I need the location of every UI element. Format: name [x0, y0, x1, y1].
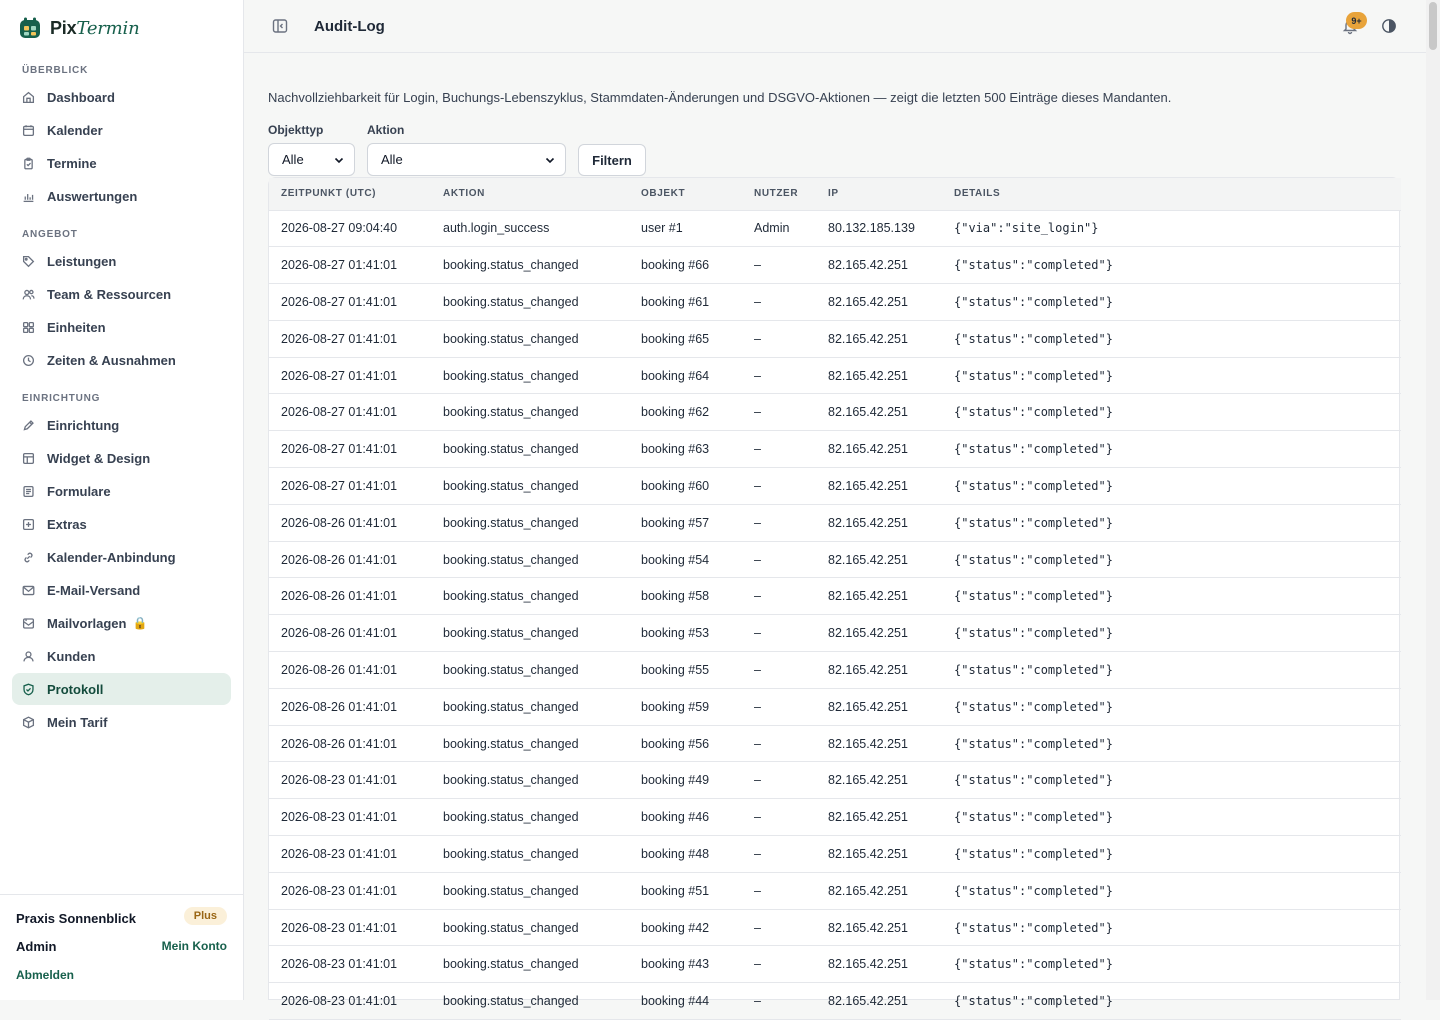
cell-timestamp: 2026-08-26 01:41:01 [269, 652, 431, 689]
sidebar-item-label: Formulare [47, 483, 111, 499]
action-value: Alle [381, 152, 403, 167]
cell-timestamp: 2026-08-23 01:41:01 [269, 836, 431, 873]
cell-action: booking.status_changed [431, 688, 629, 725]
cell-timestamp: 2026-08-27 09:04:40 [269, 210, 431, 247]
cell-ip: 82.165.42.251 [816, 799, 942, 836]
cell-ip: 82.165.42.251 [816, 394, 942, 431]
sidebar-item-label: Auswertungen [47, 188, 138, 204]
app-logo-icon [18, 16, 42, 40]
cell-user: – [742, 578, 816, 615]
sidebar-item-mein-tarif[interactable] [12, 706, 231, 738]
cell-object: booking #56 [629, 725, 742, 762]
cell-action: booking.status_changed [431, 578, 629, 615]
nav-section-title: ÜBERBLICK [22, 64, 89, 76]
cell-details: {"status":"completed"} [942, 836, 1401, 873]
sidebar-item-label: Dashboard [47, 89, 115, 105]
cell-ip: 82.165.42.251 [816, 725, 942, 762]
sidebar-item-mailvorlagen[interactable] [12, 607, 231, 639]
cell-action: booking.status_changed [431, 799, 629, 836]
column-header-timestamp: ZEITPUNKT (UTC) [269, 178, 431, 210]
cell-user: – [742, 247, 816, 284]
cell-timestamp: 2026-08-26 01:41:01 [269, 541, 431, 578]
filter-button[interactable]: Filtern [578, 144, 646, 176]
plan-badge: Plus [184, 907, 227, 925]
table-row [269, 541, 1401, 578]
cell-ip: 82.165.42.251 [816, 541, 942, 578]
cell-object: booking #49 [629, 762, 742, 799]
cell-object: booking #43 [629, 946, 742, 983]
cell-details: {"status":"completed"} [942, 725, 1401, 762]
sidebar-toggle-icon[interactable] [272, 18, 288, 34]
cell-details: {"status":"completed"} [942, 320, 1401, 357]
link-icon [22, 551, 35, 564]
cell-user: – [742, 357, 816, 394]
sidebar-item-label: Protokoll [47, 681, 104, 697]
sidebar-item-label: Kalender-Anbindung [47, 549, 176, 565]
cell-action: booking.status_changed [431, 431, 629, 468]
sidebar-item-kalender-anbindung[interactable] [12, 541, 231, 573]
sidebar-item-extras[interactable] [12, 508, 231, 540]
cell-action: booking.status_changed [431, 983, 629, 1020]
cell-user: Admin [742, 210, 816, 247]
cell-object: booking #66 [629, 247, 742, 284]
clipboard-icon [22, 157, 35, 170]
cell-user: – [742, 504, 816, 541]
cell-action: booking.status_changed [431, 946, 629, 983]
sidebar-item-kalender[interactable] [12, 114, 231, 146]
cell-action: booking.status_changed [431, 284, 629, 321]
sidebar-item-label: Leistungen [47, 253, 117, 269]
sidebar-item-e-mail-versand[interactable] [12, 574, 231, 606]
cell-details: {"status":"completed"} [942, 247, 1401, 284]
cell-ip: 82.165.42.251 [816, 909, 942, 946]
chevron-down-icon [334, 155, 344, 165]
cell-action: booking.status_changed [431, 541, 629, 578]
brand[interactable] [18, 16, 140, 40]
sidebar-item-einrichtung[interactable] [12, 409, 231, 441]
table-row [269, 836, 1401, 873]
table-row [269, 210, 1401, 247]
cell-user: – [742, 688, 816, 725]
cell-action: booking.status_changed [431, 762, 629, 799]
cell-object: user #1 [629, 210, 742, 247]
column-header-ip: IP [816, 178, 942, 210]
page-title: Audit-Log [314, 18, 385, 35]
cell-user: – [742, 872, 816, 909]
cell-details: {"status":"completed"} [942, 983, 1401, 1020]
cell-ip: 82.165.42.251 [816, 872, 942, 909]
table-row [269, 578, 1401, 615]
action-select[interactable] [367, 143, 566, 176]
cell-object: booking #46 [629, 799, 742, 836]
cell-object: booking #63 [629, 431, 742, 468]
table-row [269, 394, 1401, 431]
cell-timestamp: 2026-08-23 01:41:01 [269, 872, 431, 909]
sidebar-item-widget-und-design[interactable] [12, 442, 231, 474]
intro-text: Nachvollziehbarkeit für Login, Buchungs-Lebenszyklus, Stammdaten-Änderungen und DSGVO-Aktionen — zeigt die letzten 500 Einträge dieses Mandanten. [268, 90, 1172, 105]
table-row [269, 615, 1401, 652]
mail-icon [22, 584, 35, 597]
table-row [269, 983, 1401, 1020]
sidebar-item-label: Kunden [47, 648, 96, 664]
cell-details: {"status":"completed"} [942, 946, 1401, 983]
cell-user: – [742, 615, 816, 652]
brand-name: PixTermin [50, 17, 140, 39]
table-body [269, 210, 1401, 1020]
page-scrollbar[interactable] [1426, 0, 1440, 1000]
cell-details: {"status":"completed"} [942, 357, 1401, 394]
cell-ip: 82.165.42.251 [816, 578, 942, 615]
cell-user: – [742, 799, 816, 836]
cell-timestamp: 2026-08-26 01:41:01 [269, 725, 431, 762]
sidebar-nav [12, 56, 231, 739]
cell-object: booking #48 [629, 836, 742, 873]
cell-timestamp: 2026-08-26 01:41:01 [269, 688, 431, 725]
lock-icon: 🔒 [132, 616, 148, 630]
cell-timestamp: 2026-08-27 01:41:01 [269, 394, 431, 431]
sidebar-item-kunden[interactable] [12, 640, 231, 672]
bar-chart-icon [22, 190, 35, 203]
column-header-object: OBJEKT [629, 178, 742, 210]
cell-details: {"status":"completed"} [942, 799, 1401, 836]
cell-timestamp: 2026-08-27 01:41:01 [269, 247, 431, 284]
cell-user: – [742, 725, 816, 762]
object-type-select[interactable] [268, 143, 355, 176]
cell-timestamp: 2026-08-23 01:41:01 [269, 762, 431, 799]
cell-user: – [742, 394, 816, 431]
cell-object: booking #59 [629, 688, 742, 725]
table-row [269, 652, 1401, 689]
sidebar-item-label: Widget & Design [47, 450, 151, 466]
cell-action: booking.status_changed [431, 468, 629, 505]
sidebar-item-team-und-ressourcen[interactable] [12, 278, 231, 310]
sidebar-item-label: Kalender [47, 122, 103, 138]
grid-icon [22, 321, 35, 334]
cell-action: booking.status_changed [431, 394, 629, 431]
chevron-down-icon [545, 155, 555, 165]
sidebar-item-dashboard[interactable] [12, 81, 231, 113]
cell-object: booking #42 [629, 909, 742, 946]
cell-object: booking #64 [629, 357, 742, 394]
tag-icon [22, 255, 35, 268]
cell-action: booking.status_changed [431, 615, 629, 652]
logout-link[interactable]: Abmelden [16, 968, 75, 982]
cell-ip: 82.165.42.251 [816, 762, 942, 799]
nav-section-title: EINRICHTUNG [22, 392, 101, 404]
column-header-details: DETAILS [942, 178, 1401, 210]
cell-user: – [742, 284, 816, 321]
cell-ip: 82.165.42.251 [816, 431, 942, 468]
cell-user: – [742, 983, 816, 1020]
cell-action: booking.status_changed [431, 652, 629, 689]
pencil-icon [22, 419, 35, 432]
cell-action: booking.status_changed [431, 725, 629, 762]
theme-toggle-icon[interactable] [1381, 18, 1397, 34]
cell-timestamp: 2026-08-23 01:41:01 [269, 799, 431, 836]
cell-user: – [742, 541, 816, 578]
clock-icon [22, 354, 35, 367]
cell-ip: 82.165.42.251 [816, 504, 942, 541]
cell-details: {"status":"completed"} [942, 652, 1401, 689]
table-row [269, 357, 1401, 394]
cell-ip: 82.165.42.251 [816, 468, 942, 505]
table-row [269, 688, 1401, 725]
cell-ip: 82.165.42.251 [816, 247, 942, 284]
cell-action: booking.status_changed [431, 872, 629, 909]
cell-action: booking.status_changed [431, 247, 629, 284]
sidebar-item-formulare[interactable] [12, 475, 231, 507]
table-header-row [269, 178, 1401, 210]
user-icon [22, 650, 35, 663]
sidebar-item-auswertungen[interactable] [12, 180, 231, 212]
cell-timestamp: 2026-08-23 01:41:01 [269, 983, 431, 1020]
cell-timestamp: 2026-08-23 01:41:01 [269, 909, 431, 946]
org-name: Praxis Sonnenblick [16, 911, 136, 926]
cell-timestamp: 2026-08-26 01:41:01 [269, 615, 431, 652]
cell-ip: 82.165.42.251 [816, 983, 942, 1020]
cell-details: {"status":"completed"} [942, 615, 1401, 652]
table-row [269, 909, 1401, 946]
topbar [244, 0, 1426, 53]
cell-details: {"status":"completed"} [942, 872, 1401, 909]
calendar-icon [22, 124, 35, 137]
cell-user: – [742, 762, 816, 799]
form-icon [22, 485, 35, 498]
cell-ip: 82.165.42.251 [816, 652, 942, 689]
cell-object: booking #55 [629, 652, 742, 689]
sidebar-item-label: Zeiten & Ausnahmen [47, 352, 176, 368]
cell-object: booking #51 [629, 872, 742, 909]
cell-timestamp: 2026-08-26 01:41:01 [269, 578, 431, 615]
column-header-user: NUTZER [742, 178, 816, 210]
cell-user: – [742, 909, 816, 946]
cell-action: booking.status_changed [431, 836, 629, 873]
table-row [269, 872, 1401, 909]
cell-ip: 82.165.42.251 [816, 688, 942, 725]
cell-timestamp: 2026-08-23 01:41:01 [269, 946, 431, 983]
cell-ip: 82.165.42.251 [816, 320, 942, 357]
cell-details: {"status":"completed"} [942, 504, 1401, 541]
sidebar-item-leistungen[interactable] [12, 245, 231, 277]
cell-details: {"status":"completed"} [942, 688, 1401, 725]
table-row [269, 799, 1401, 836]
cell-timestamp: 2026-08-27 01:41:01 [269, 357, 431, 394]
cell-action: auth.login_success [431, 210, 629, 247]
scrollbar-thumb[interactable] [1429, 2, 1437, 50]
table-row [269, 247, 1401, 284]
layout-icon [22, 452, 35, 465]
home-icon [22, 91, 35, 104]
cell-user: – [742, 946, 816, 983]
cell-timestamp: 2026-08-27 01:41:01 [269, 468, 431, 505]
sidebar-item-zeiten-und-ausnahmen[interactable] [12, 344, 231, 376]
cell-object: booking #53 [629, 615, 742, 652]
cell-object: booking #57 [629, 504, 742, 541]
nav-section-title: ANGEBOT [22, 228, 78, 240]
cell-user: – [742, 320, 816, 357]
cell-timestamp: 2026-08-27 01:41:01 [269, 284, 431, 321]
cell-ip: 82.165.42.251 [816, 284, 942, 321]
cell-user: – [742, 836, 816, 873]
cell-ip: 82.165.42.251 [816, 946, 942, 983]
cell-details: {"status":"completed"} [942, 578, 1401, 615]
table-row [269, 468, 1401, 505]
cell-details: {"status":"completed"} [942, 431, 1401, 468]
sidebar-item-protokoll[interactable] [12, 673, 231, 705]
table-row [269, 725, 1401, 762]
cell-action: booking.status_changed [431, 909, 629, 946]
sidebar-item-termine[interactable] [12, 147, 231, 179]
cell-object: booking #60 [629, 468, 742, 505]
my-account-link[interactable]: Mein Konto [161, 939, 227, 953]
table-row [269, 762, 1401, 799]
shield-check-icon [22, 683, 35, 696]
box-icon [22, 716, 35, 729]
action-label: Aktion [367, 123, 405, 137]
cell-ip: 82.165.42.251 [816, 357, 942, 394]
cell-details: {"via":"site_login"} [942, 210, 1401, 247]
sidebar-item-label: Mein Tarif [47, 714, 108, 730]
cell-ip: 82.165.42.251 [816, 615, 942, 652]
cell-object: booking #44 [629, 983, 742, 1020]
sidebar-item-label: Team & Ressourcen [47, 286, 172, 302]
sidebar-item-label: E-Mail-Versand [47, 582, 141, 598]
column-header-action: AKTION [431, 178, 629, 210]
cell-object: booking #54 [629, 541, 742, 578]
sidebar-item-label: Extras [47, 516, 87, 532]
cell-details: {"status":"completed"} [942, 762, 1401, 799]
cell-user: – [742, 652, 816, 689]
cell-user: – [742, 431, 816, 468]
sidebar-item-einheiten[interactable] [12, 311, 231, 343]
cell-action: booking.status_changed [431, 357, 629, 394]
cell-action: booking.status_changed [431, 320, 629, 357]
sidebar-item-label: Termine [47, 155, 97, 171]
cell-timestamp: 2026-08-27 01:41:01 [269, 320, 431, 357]
user-name: Admin [16, 939, 57, 954]
table-row [269, 504, 1401, 541]
cell-details: {"status":"completed"} [942, 541, 1401, 578]
cell-object: booking #58 [629, 578, 742, 615]
sidebar-item-label: Einheiten [47, 319, 106, 335]
cell-details: {"status":"completed"} [942, 284, 1401, 321]
cell-user: – [742, 468, 816, 505]
cell-details: {"status":"completed"} [942, 394, 1401, 431]
sidebar [0, 0, 244, 1000]
cell-ip: 80.132.185.139 [816, 210, 942, 247]
sidebar-footer [0, 894, 243, 1000]
cell-timestamp: 2026-08-26 01:41:01 [269, 504, 431, 541]
sidebar-item-label: Mailvorlagen [47, 615, 127, 631]
object-type-value: Alle [282, 152, 304, 167]
plus-square-icon [22, 518, 35, 531]
cell-object: booking #62 [629, 394, 742, 431]
cell-object: booking #61 [629, 284, 742, 321]
sidebar-item-label: Einrichtung [47, 417, 120, 433]
table-row [269, 946, 1401, 983]
users-icon [22, 288, 35, 301]
table-row [269, 284, 1401, 321]
cell-ip: 82.165.42.251 [816, 836, 942, 873]
cell-action: booking.status_changed [431, 504, 629, 541]
cell-details: {"status":"completed"} [942, 909, 1401, 946]
audit-log-table [268, 177, 1400, 1009]
cell-timestamp: 2026-08-27 01:41:01 [269, 431, 431, 468]
table-row [269, 431, 1401, 468]
notification-badge: 9+ [1346, 12, 1367, 29]
table-row [269, 320, 1401, 357]
mail-template-icon [22, 617, 35, 630]
object-type-label: Objekttyp [268, 123, 324, 137]
cell-object: booking #65 [629, 320, 742, 357]
cell-details: {"status":"completed"} [942, 468, 1401, 505]
